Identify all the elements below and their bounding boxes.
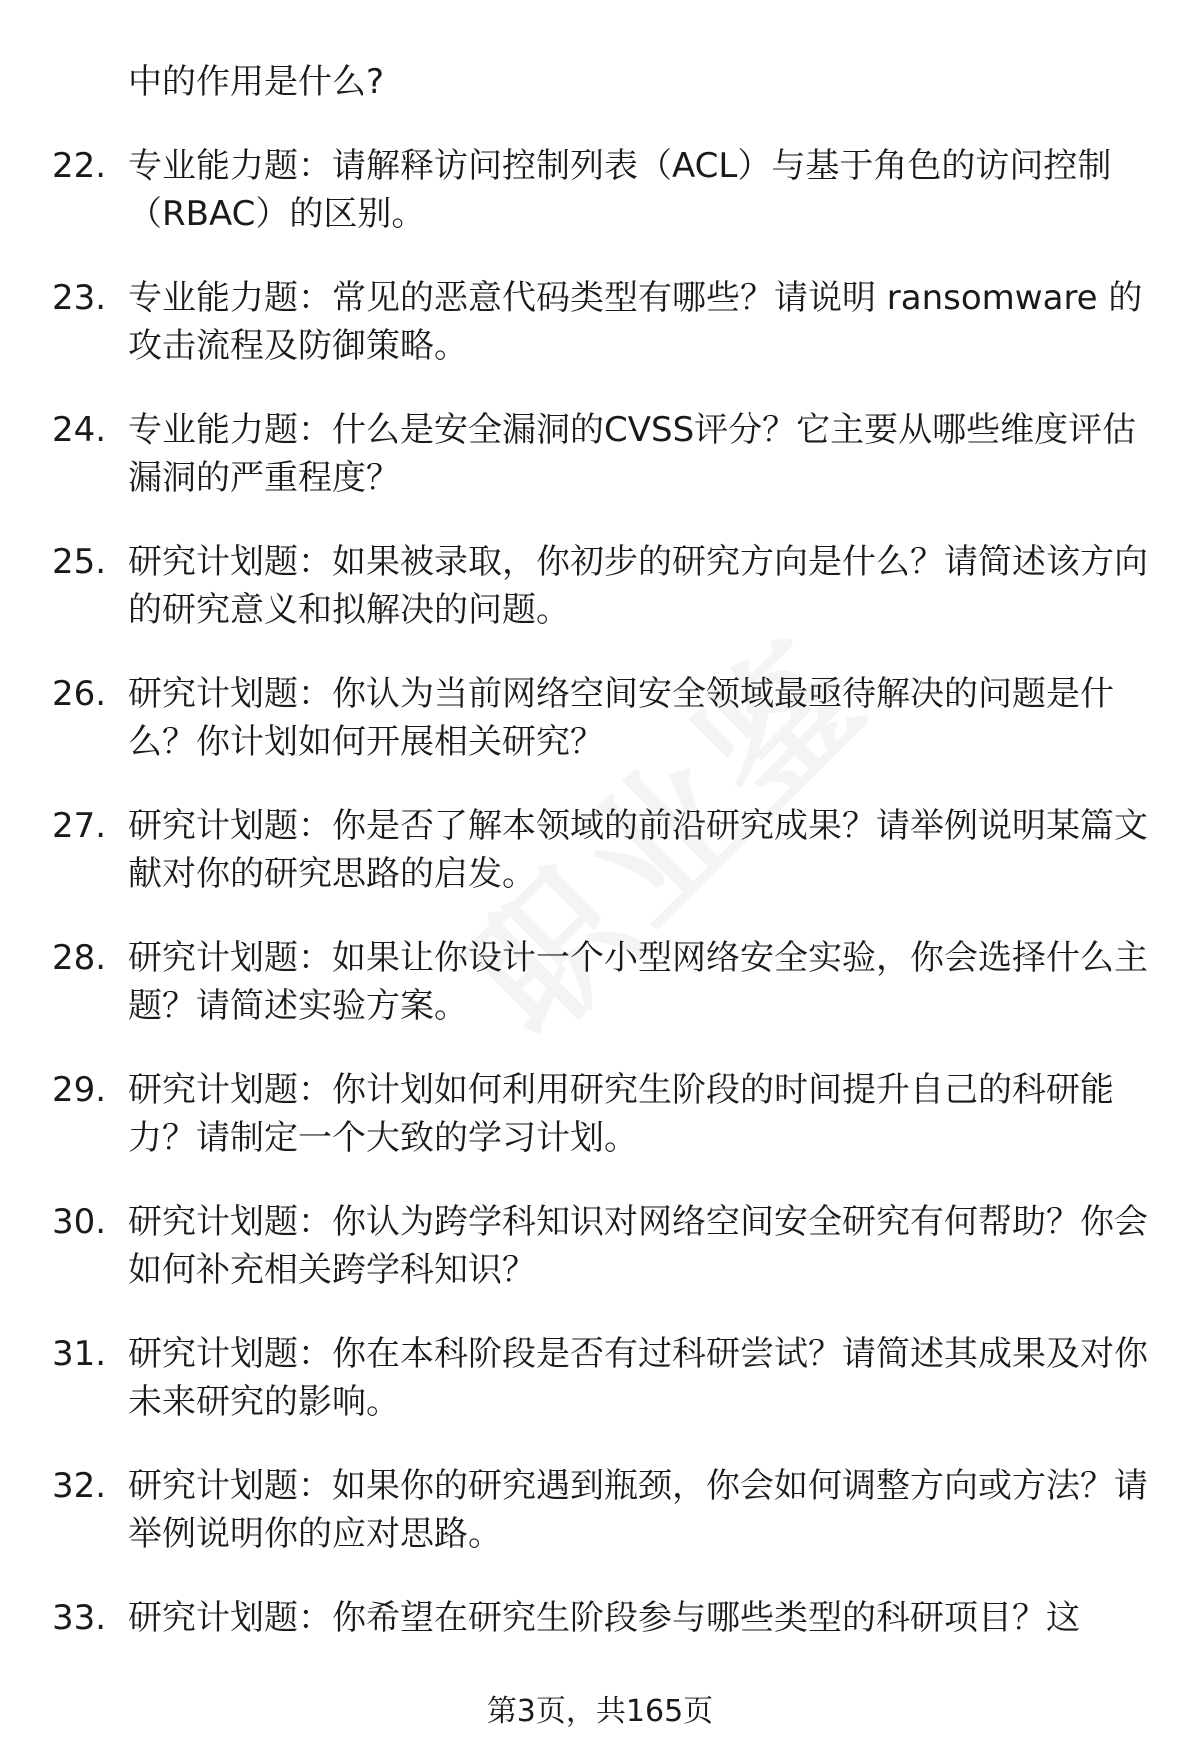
question-number: 26. <box>52 674 107 714</box>
question-number: 25. <box>52 542 107 582</box>
question-item-28 <box>0 922 1200 1054</box>
question-number: 31. <box>52 1334 107 1374</box>
question-text: 研究计划题：你计划如何利用研究生阶段的时间提升自己的科研能力？请制定一个大致的学习计划。 <box>128 1070 1114 1158</box>
question-text: 研究计划题：你认为当前网络空间安全领域最亟待解决的问题是什么？你计划如何开展相关研究？ <box>128 674 1114 762</box>
question-text: 研究计划题：你希望在研究生阶段参与哪些类型的科研项目？这 <box>128 1598 1080 1638</box>
question-item-30 <box>0 1186 1200 1318</box>
question-item-23 <box>0 262 1200 394</box>
question-text: 研究计划题：你在本科阶段是否有过科研尝试？请简述其成果及对你未来研究的影响。 <box>128 1334 1148 1422</box>
page-footer: 第3页，共165页 <box>486 1694 714 1729</box>
question-number: 33. <box>52 1598 107 1638</box>
question-text: 专业能力题：请解释访问控制列表（ACL）与基于角色的访问控制（RBAC）的区别。 <box>128 146 1112 234</box>
question-number: 24. <box>52 410 107 450</box>
question-number: 28. <box>52 938 107 978</box>
continuation-text: 中的作用是什么? <box>128 62 385 102</box>
question-item-31 <box>0 1318 1200 1450</box>
question-text: 研究计划题：你是否了解本领域的前沿研究成果？请举例说明某篇文献对你的研究思路的启发。 <box>128 806 1148 894</box>
question-text: 研究计划题：你认为跨学科知识对网络空间安全研究有何帮助？你会如何补充相关跨学科知识？ <box>128 1202 1148 1290</box>
question-number: 32. <box>52 1466 107 1506</box>
question-item-27 <box>0 790 1200 922</box>
question-text: 研究计划题：如果你的研究遇到瓶颈，你会如何调整方向或方法？请举例说明你的应对思路。 <box>128 1466 1148 1554</box>
question-number: 27. <box>52 806 107 846</box>
question-item-29 <box>0 1054 1200 1186</box>
question-text: 研究计划题：如果被录取，你初步的研究方向是什么？请简述该方向的研究意义和拟解决的问题。 <box>128 542 1148 630</box>
question-number: 23. <box>52 278 107 318</box>
question-number: 30. <box>52 1202 107 1242</box>
question-number: 29. <box>52 1070 107 1110</box>
question-item-22 <box>0 130 1200 262</box>
question-item-26 <box>0 658 1200 790</box>
question-item-24 <box>0 394 1200 526</box>
question-text: 专业能力题：常见的恶意代码类型有哪些？请说明 ransomware 的攻击流程及防御策略。 <box>128 278 1143 366</box>
question-item-25 <box>0 526 1200 658</box>
question-text: 专业能力题：什么是安全漏洞的CVSS评分？它主要从哪些维度评估漏洞的严重程度？ <box>128 410 1137 498</box>
question-list <box>0 130 1200 1714</box>
question-text: 研究计划题：如果让你设计一个小型网络安全实验，你会选择什么主题？请简述实验方案。 <box>128 938 1148 1026</box>
question-item-32 <box>0 1450 1200 1582</box>
question-number: 22. <box>52 146 107 186</box>
